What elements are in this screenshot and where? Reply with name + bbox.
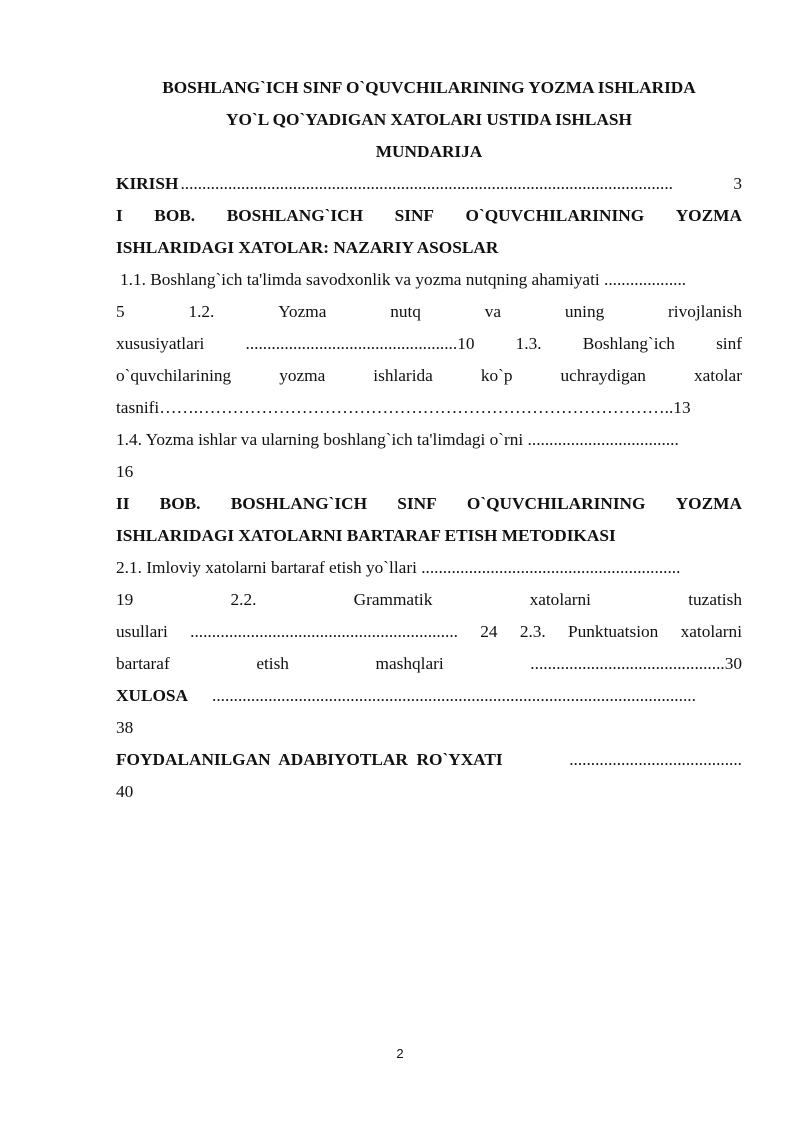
toc-chapter-1-line-2: ISHLARIDAGI XATOLAR: NAZARIY ASOSLAR (116, 238, 499, 257)
page-number: 2 (396, 1046, 404, 1061)
toc-word: 1.3. (515, 334, 542, 353)
toc-leader-dots: ................................................................................................................ (212, 686, 696, 705)
toc-word: etish (256, 654, 289, 673)
toc-word: SINF (397, 494, 437, 513)
toc-entry-adabiyotlar-page: 40 (116, 782, 134, 801)
toc-word: ko`p (480, 366, 513, 385)
toc-entry-1-1-page-and-1-2 (116, 296, 742, 328)
toc-word: uning (564, 302, 605, 321)
toc-word: yozma (279, 366, 326, 385)
toc-word: 19 (116, 590, 134, 609)
toc-heading: MUNDARIJA (375, 142, 483, 161)
toc-chapter-1-line-1 (116, 200, 742, 232)
doc-title-line-1: BOSHLANG`ICH SINF O`QUVCHILARINING YOZMA ISHLARIDA (162, 78, 696, 97)
toc-word: YOZMA (675, 494, 742, 513)
toc-word: 24 (480, 622, 498, 641)
toc-word: xatolarni (680, 622, 742, 641)
toc-word: 5 (116, 302, 125, 321)
toc-word: xususiyatlari (116, 334, 205, 353)
toc-word: xatolarni (529, 590, 591, 609)
toc-chapter-2-line-2: ISHLARIDAGI XATOLARNI BARTARAF ETISH METODIKASI (116, 526, 616, 545)
toc-leader-dots: .................................................................................................................. (180, 174, 673, 193)
toc-word: Punktuatsion (568, 622, 659, 641)
toc-word: sinf (716, 334, 742, 353)
toc-word: usullari (116, 622, 168, 641)
toc-entry-1-1: 1.1. Boshlang`ich ta'limda savodxonlik va yozma nutqning ahamiyati ................... (120, 270, 687, 289)
toc-word: .............................................................. (190, 622, 458, 641)
toc-word: BOB. (154, 206, 196, 225)
toc-word: mashqlari (375, 654, 444, 673)
toc-word: O`QUVCHILARINING (465, 206, 645, 225)
toc-word: Yozma (278, 302, 327, 321)
toc-word: BOB. (159, 494, 201, 513)
toc-word: Boshlang`ich (582, 334, 675, 353)
toc-word: YOZMA (675, 206, 742, 225)
toc-entry-2-3 (116, 648, 742, 680)
toc-chapter-2-line-1 (116, 488, 742, 520)
toc-entry-xulosa-page: 38 (116, 718, 134, 737)
toc-entry-adabiyotlar (116, 744, 742, 776)
toc-word: uchraydigan (560, 366, 646, 385)
toc-entry-label: KIRISH (116, 174, 179, 193)
toc-leader-dots: ........................................ (569, 750, 742, 769)
toc-entry-1-4-page: 16 (116, 462, 134, 481)
toc-word: .................................................10 (245, 334, 475, 353)
toc-word: rivojlanish (668, 302, 742, 321)
toc-word: .............................................30 (530, 654, 742, 673)
toc-entry-label: XULOSA (116, 686, 189, 705)
toc-entry-xulosa (116, 680, 742, 712)
toc-word: nutq (390, 302, 421, 321)
toc-word: II (116, 494, 130, 513)
toc-word: o`quvchilarining (116, 366, 232, 385)
toc-word: I (116, 206, 123, 225)
toc-word: ishlarida (373, 366, 433, 385)
toc-entry-label: FOYDALANILGAN ADABIYOTLAR RO`YXATI (116, 750, 503, 769)
toc-entry-2-2-line-2 (116, 616, 742, 648)
toc-entry-1-3 (116, 360, 742, 392)
toc-word: tuzatish (688, 590, 742, 609)
toc-entry-2-1: 2.1. Imloviy xatolarni bartaraf etish yo`llari ............................................................ (116, 558, 681, 577)
toc-entry-2-1-page-and-2-2 (116, 584, 742, 616)
toc-word: SINF (394, 206, 434, 225)
doc-title-line-2: YO`L QO`YADIGAN XATOLARI USTIDA ISHLASH (226, 110, 632, 129)
toc-content (116, 72, 742, 808)
toc-word: BOSHLANG`ICH (230, 494, 368, 513)
toc-entry-1-4: 1.4. Yozma ishlar va ularning boshlang`ich ta'limdagi o`rni ................................... (116, 430, 679, 449)
toc-word: 1.2. (188, 302, 215, 321)
toc-word: Grammatik (353, 590, 433, 609)
toc-word: xatolar (693, 366, 742, 385)
toc-word: bartaraf (116, 654, 170, 673)
toc-word: 2.2. (230, 590, 257, 609)
toc-word: 2.3. (519, 622, 546, 641)
toc-word: BOSHLANG`ICH (226, 206, 364, 225)
toc-entry-1-3-line-2: tasnifi…….………………………………………………………………………..13 (116, 398, 691, 417)
toc-entry-kirish (116, 168, 742, 200)
toc-entry-1-2-line-2 (116, 328, 742, 360)
toc-word: O`QUVCHILARINING (466, 494, 646, 513)
toc-word: va (484, 302, 502, 321)
toc-page-number: 3 (733, 174, 742, 193)
